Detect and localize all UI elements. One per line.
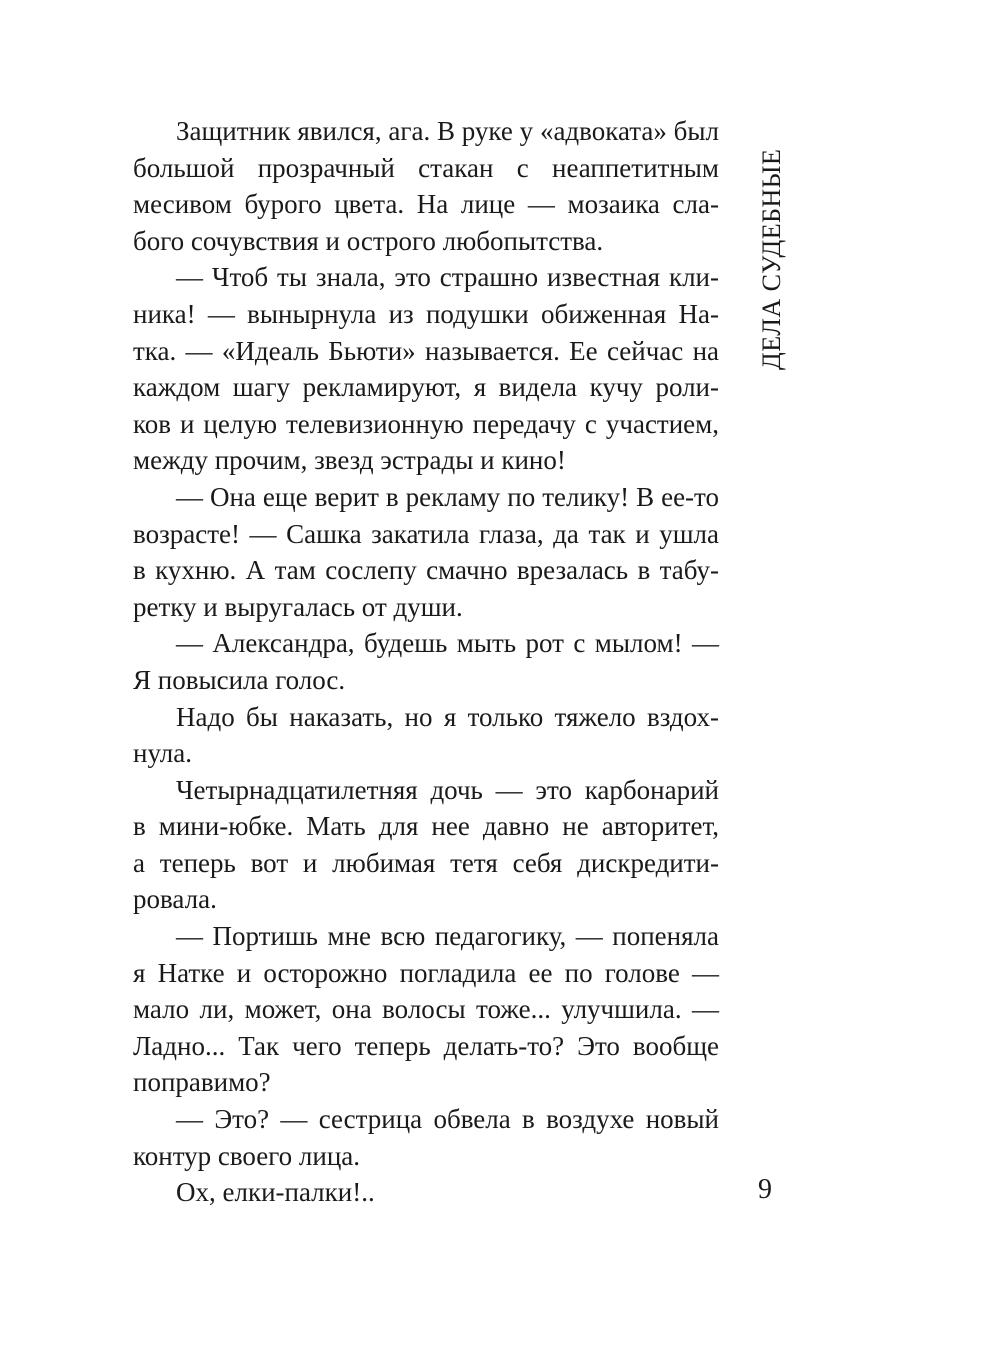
text-line: в кухню. А там сослепу смачно врезалась в табу-	[133, 555, 719, 586]
paragraph	[133, 113, 719, 259]
paragraph	[133, 918, 719, 1101]
text-line: ретку и выругалась от души.	[133, 591, 463, 622]
text-line: бого сочувствия и острого любопытства.	[133, 225, 604, 256]
text-line: — Портишь мне всю педагогику, — попеняла	[176, 921, 719, 952]
text-line: контур своего лица.	[133, 1140, 361, 1171]
text-line: Ладно... Так чего теперь делать-то? Это вообще	[133, 1030, 719, 1061]
text-line: тка. — «Идеаль Бьюти» называется. Ее сейчас на	[133, 335, 719, 366]
text-line: ника! — вынырнула из подушки обиженная На-	[133, 298, 719, 329]
paragraph	[133, 1174, 719, 1211]
text-line: возрасте! — Сашка закатила глаза, да так и ушла	[133, 518, 719, 549]
text-line: Защитник явился, ага. В руке у «адвоката» был	[176, 116, 719, 146]
running-head: ДЕЛА СУДЕБНЫЕ	[757, 148, 786, 370]
paragraph	[133, 259, 719, 479]
text-line: я Натке и осторожно погладила ее по голове —	[133, 957, 719, 988]
text-line: ков и целую телевизионную передачу с участием,	[133, 408, 719, 439]
text-line: в мини-юбке. Мать для нее давно не авторитет,	[133, 811, 719, 842]
paragraph	[133, 772, 719, 918]
text-line: — Чтоб ты знала, это страшно известная кли-	[176, 262, 719, 293]
text-line: ровала.	[133, 884, 217, 915]
body-text	[133, 113, 719, 1211]
text-line: мало ли, может, она волосы тоже... улучшила. —	[133, 994, 719, 1025]
paragraph	[133, 1101, 719, 1174]
text-line: — Это? — сестрица обвела в воздухе новый	[176, 1104, 719, 1135]
text-line: Надо бы наказать, но я только тяжело вздох-	[176, 701, 719, 732]
text-line: поправимо?	[133, 1067, 271, 1098]
text-line: большой прозрачный стакан с неаппетитным	[133, 152, 719, 183]
text-line: — Она еще верит в рекламу по телику! В ее-то	[176, 481, 719, 512]
text-line: между прочим, звезд эстрады и кино!	[133, 445, 566, 476]
text-line: а теперь вот и любимая тетя себя дискредити-	[133, 847, 719, 878]
text-line: — Александра, будешь мыть рот с мылом! —	[176, 628, 719, 659]
page-number: 9	[758, 1174, 772, 1205]
text-line: каждом шагу рекламируют, я видела кучу роли-	[133, 372, 719, 403]
text-line: Четырнадцатилетняя дочь — это карбонарий	[176, 774, 719, 805]
text-line: месивом бурого цвета. На лице — мозаика сла-	[133, 189, 719, 220]
text-line: нула.	[133, 738, 192, 769]
text-line: Я повысила голос.	[133, 664, 346, 695]
paragraph	[133, 625, 719, 698]
text-line: Ох, елки-палки!..	[176, 1177, 375, 1208]
paragraph	[133, 699, 719, 772]
paragraph	[133, 479, 719, 625]
